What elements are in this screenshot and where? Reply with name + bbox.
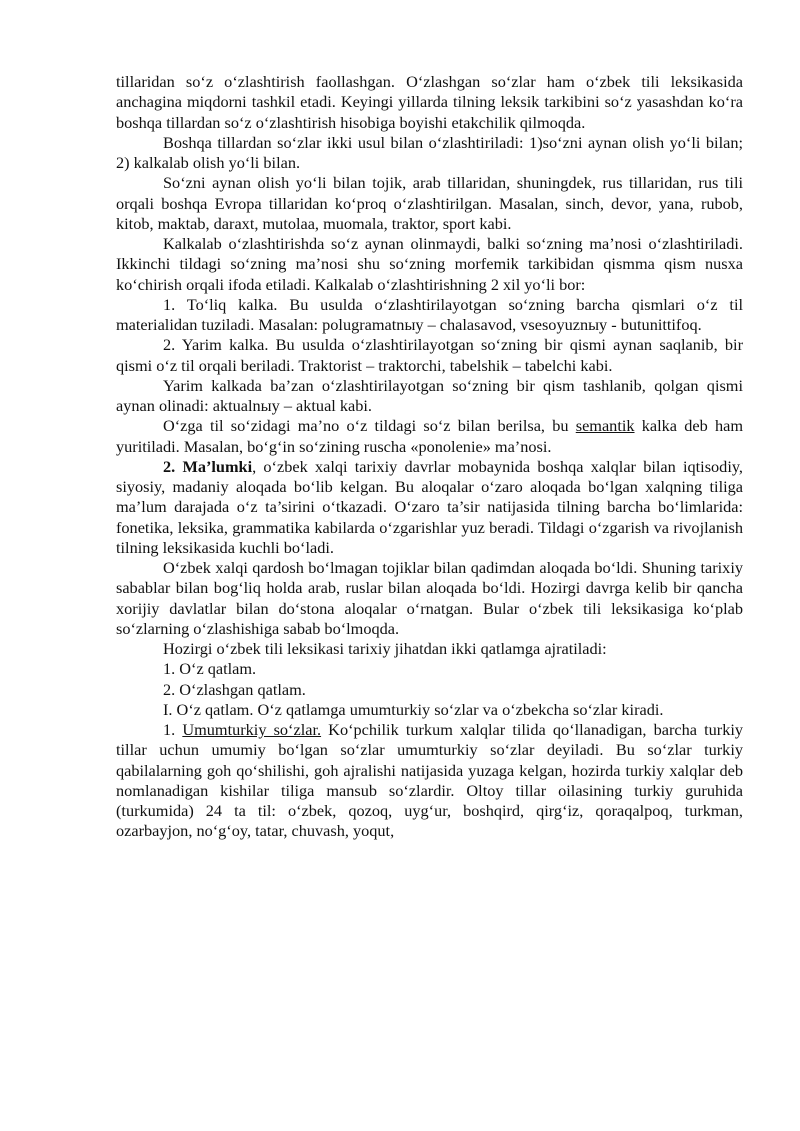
document-page [116,72,743,842]
paragraph-half-calque: 2. Yarim kalka. Bu usulda o‘zlashtirilayotgan so‘zning bir qismi aynan saqlanib, bir qismi o‘z til orqali beriladi. Traktorist – traktorchi, tabelshik – tabelchi kabi. [116,335,743,375]
common-turkic-text: Ko‘pchilik turkum xalqlar tilida qo‘llanadigan, barcha turkiy tillar uchun umumiy bo‘lgan so‘zlar umumturkiy so‘zlar deyiladi. Bu so‘zlar turkiy qabilalarning goh qo‘shilishi, goh ajralishi natijasida yuzaga kelgan, hozirda turkiy xalqlar deb nomlanadigan kishilar tiliga mansub so‘zlardir. Oltoy tillar oilasining turkiy guruhida (turkumida) 24 ta til: o‘zbek, qozoq, uyg‘ur, boshqird, qirg‘iz, qoraqalpoq, turkman, ozarbayjon, no‘g‘oy, tatar, chuvash, yoqut, [116,720,744,841]
paragraph-8-start: O‘zga til so‘zidagi ma’no o‘z tildagi so‘z bilan berilsa, bu [163,416,576,436]
paragraph-7: Yarim kalkada ba’zan o‘zlashtirilayotgan so‘zning bir qism tashlanib, qolgan qismi aynan olinadi: aktualnыy – aktual kabi. [116,375,743,415]
paragraph-3: So‘zni aynan olish yo‘li bilan tojik, arab tillaridan, shuningdek, rus tillaridan, rus tili orqali boshqa Evropa tillaridan ko‘proq o‘zlashtirilgan. Masalan, sinch, devor, yana, rubob, kitob, maktab, daraxt, mutolaa, muomala, traktor, sport kabi. [116,173,743,233]
paragraph-11: Hozirgi o‘zbek tili leksikasi tarixiy jihatdan ikki qatlamga ajratiladi: [163,639,607,658]
section-2-heading: 2. Ma’lumki [163,456,253,476]
paragraph-10: O‘zbek xalqi qardosh bo‘lmagan tojiklar bilan qadimdan aloqada bo‘ldi. Shuning tarixiy sabablar bilan bog‘liq holda arab, ruslar bilan aloqada bo‘ldi. Hozirgi davrga kelib bir qancha xorijiy davlatlar bilan do‘stona aloqalar o‘rnatgan. Bular o‘zbek tili leksikasiga ko‘plab so‘zlarning o‘zlashishiga sabab bo‘lmoqda. [116,558,743,638]
common-turkic-link[interactable]: Umumturkiy so‘zlar. [182,720,322,739]
paragraph-common-turkic [116,720,743,842]
paragraph-semantic-calque [116,416,743,457]
list-item-borrowed-layer: 2. O‘zlashgan qatlam. [163,679,306,699]
semantik-link[interactable]: semantik [575,416,635,436]
section-2-text: , o‘zbek xalqi tarixiy davrlar mobaynida boshqa xalqlar bilan iqtisodiy, siyosiy, madaniy aloqada bo‘lib kelgan. Bu aloqalar o‘zaro aloqada bo‘lgan xalqning tiliga ma’lum darajada o‘z ta’sirini o‘tkazadi. O‘zaro ta’sir natijasida tilning barcha bo‘limlarida: fonetika, leksika, grammatika kabilarda o‘zgarishlar yuz beradi. Tildagi o‘zgarish va rivojlanish tilning leksikasida kuchli bo‘ladi. [116,456,743,557]
paragraph-2: Boshqa tillardan so‘zlar ikki usul bilan o‘zlashtiriladi: 1)so‘zni aynan olish yo‘li bilan; 2) kalkalab olish yo‘li bilan. [116,132,743,172]
paragraph-1: tillaridan so‘z o‘zlashtirish faollashgan. O‘zlashgan so‘zlar ham o‘zbek tili leksikasida anchagina miqdorni tashkil etadi. Keyingi yillarda tilning leksik tarkibini so‘z yasashdan ko‘ra boshqa tillardan so‘z o‘zlashtirish hisobiga boyishi etakchilik qilmoqda. [116,72,743,132]
paragraph-full-calque: 1. To‘liq kalka. Bu usulda o‘zlashtirilayotgan so‘zning barcha qismlari o‘z til materialidan tuziladi. Masalan: polugramatnыy – chalasavod, vsesoyuznыy - butunittifoq. [116,294,743,334]
paragraph-section-2 [116,457,743,558]
paragraph-own-layer: I. O‘z qatlam. O‘z qatlamga umumturkiy so‘zlar va o‘zbekcha so‘zlar kiradi. [163,699,664,719]
list-item-own-layer: 1. O‘z qatlam. [163,659,257,679]
paragraph-8-end: kalka deb ham yuritiladi. Masalan, bo‘g‘in so‘zining ruscha «ponolenie» ma’nosi. [116,416,743,456]
common-turkic-number: 1. [163,720,183,739]
paragraph-4: Kalkalab o‘zlashtirishda so‘z aynan olinmaydi, balki so‘zning ma’nosi o‘zlashtiriladi. Ikkinchi tildagi so‘zning ma’nosi shu so‘zning morfemik tarkibidan qismma qism nusxa ko‘chirish orqali ifoda etiladi. Kalkalab o‘zlashtirishning 2 xil yo‘li bor: [116,234,743,294]
